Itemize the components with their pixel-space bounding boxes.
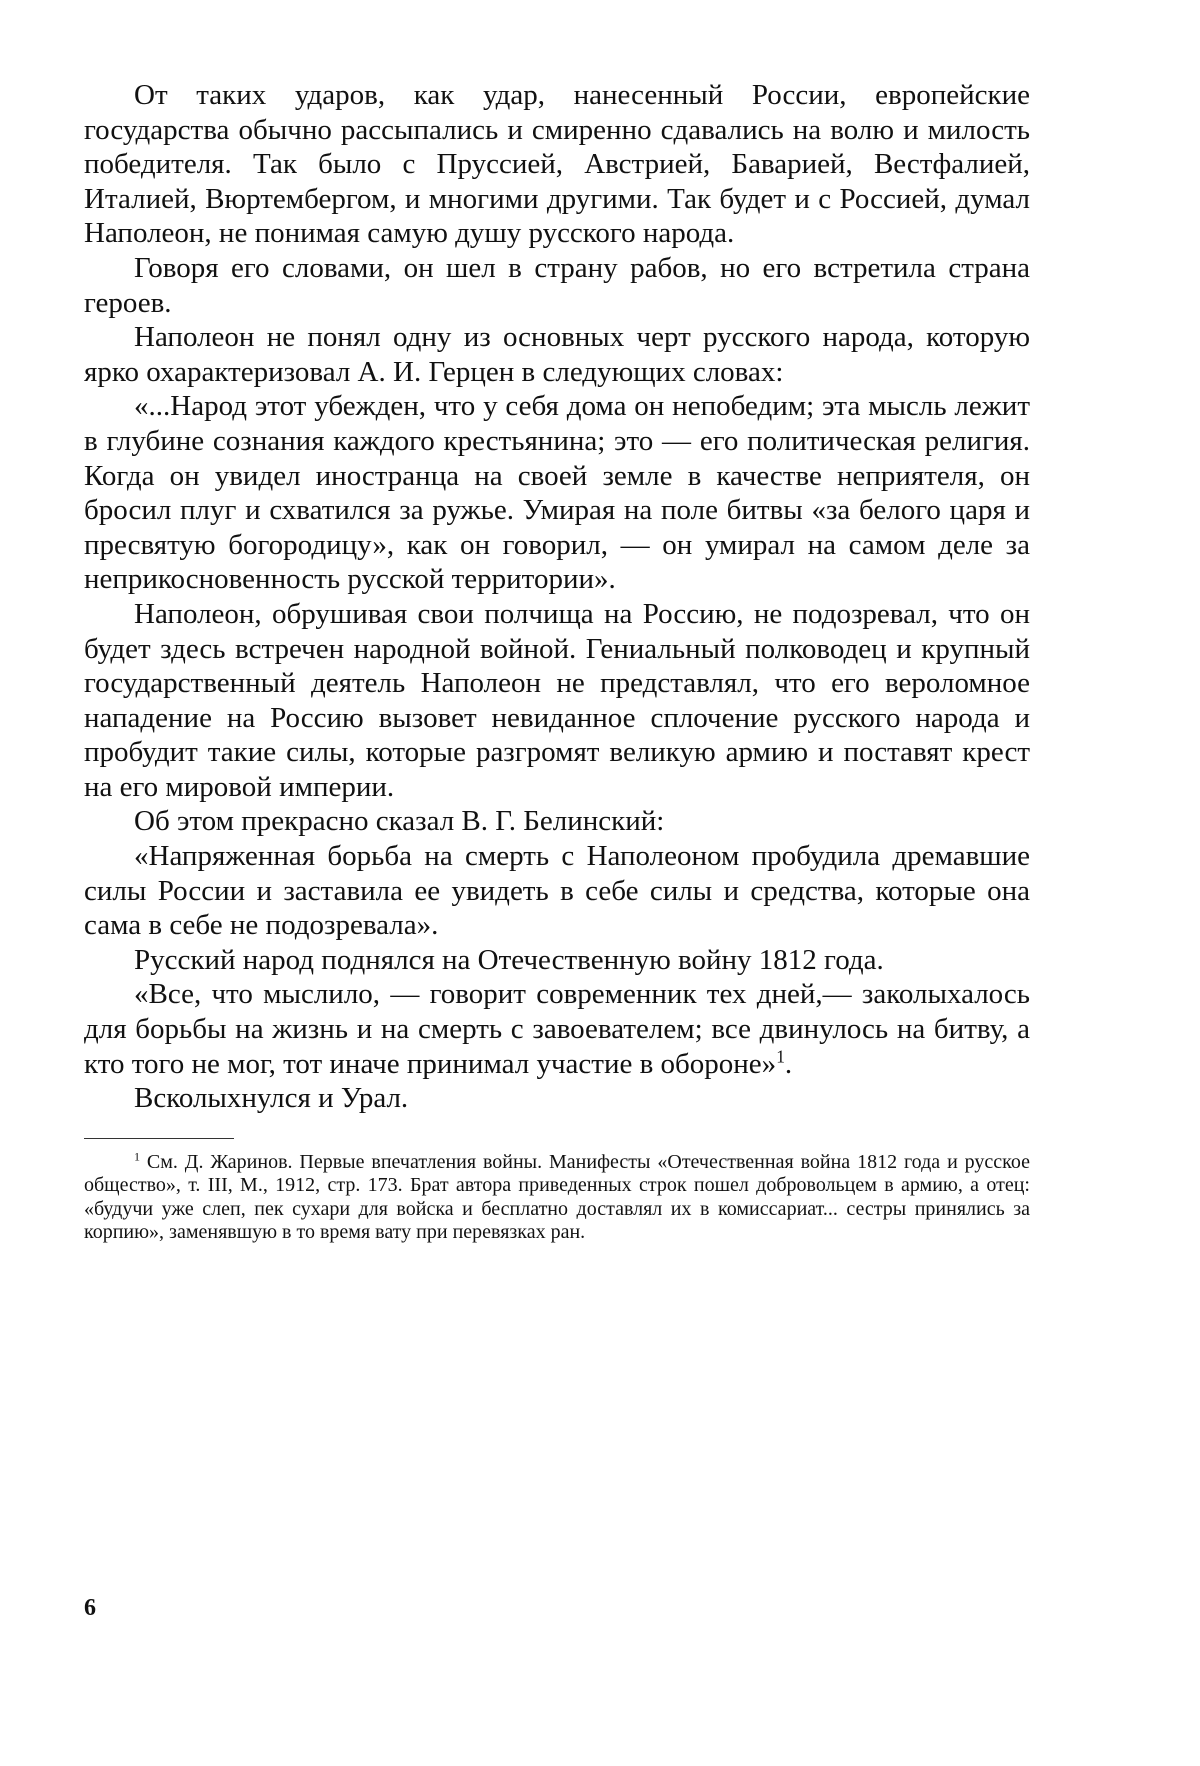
quote-paragraph-contemporary	[84, 977, 1030, 1081]
footnote-marker: 1	[134, 1149, 140, 1164]
footnote-reference[interactable]: 1	[776, 1045, 785, 1066]
page-body	[84, 78, 1030, 1244]
quote-paragraph-herzen: «...Народ этот убежден, что у себя дома он непобедим; эта мысль лежит в глубине сознания каждого крестьянина; это — его политическая религия. Когда он увидел иностранца на своей земле в качестве неприятеля, он бросил плуг и схватился за ружье. Умирая на поле битвы «за белого царя и пресвятую богородицу», как он говорил, — он умирал на самом деле за неприкосновенность русской территории».	[84, 390, 1030, 596]
body-paragraph: Русский народ поднялся на Отечественную войну 1812 года.	[134, 943, 884, 976]
body-paragraph: Наполеон не понял одну из основных черт русского народа, которую ярко охарактеризовал А. И. Герцен в следующих словах:	[84, 321, 1030, 388]
body-paragraph: Об этом прекрасно сказал В. Г. Белинский:	[134, 805, 665, 838]
body-paragraph: Говоря его словами, он шел в страну рабов, но его встретила страна героев.	[84, 251, 1030, 319]
quote-tail: .	[784, 1047, 793, 1080]
footnote	[84, 1151, 1030, 1245]
footnote-divider	[84, 1138, 234, 1139]
footnote-text: См. Д. Жаринов. Первые впечатления войны. Манифесты «Отечественная война 1812 года и русское общество», т. III, М., 1912, стр. 173. Брат автора приведенных строк пошел добровольцем в армию, а отец: «будучи уже слеп, пек сухари для войска и бесплатно доставлял их в комиссариат... сестры принялись за корпию», заменявшую в то время вату при перевязках ран.	[84, 1150, 1030, 1244]
quote-text: «Все, что мыслило, — говорит современник тех дней,— заколыхалось для борьбы на жизнь и на смерть с завоевателем; все двинулось на битву, а кто того не мог, тот иначе принимал участие в обороне»	[84, 978, 1030, 1080]
body-paragraph: Наполеон, обрушивая свои полчища на Россию, не подозревал, что он будет здесь встречен народной войной. Гениальный полководец и крупный государственный деятель Наполеон не представлял, что его вероломное нападение на Россию вызовет невиданное сплочение русского народа и пробудит такие силы, которые разгромят великую армию и поставят крест на его мировой империи.	[84, 597, 1030, 803]
body-paragraph: Всколыхнулся и Урал.	[134, 1082, 409, 1115]
body-paragraph: От таких ударов, как удар, нанесенный России, европейские государства обычно рассыпались и смиренно сдавались на волю и милость победителя. Так было с Пруссией, Австрией, Баварией, Вестфалией, Италией, Вюртембергом, и многими другими. Так будет и с Россией, думал Наполеон, не понимая самую душу русского народа.	[84, 79, 1030, 250]
page-number: 6	[84, 1595, 96, 1621]
quote-paragraph-belinsky: «Напряженная борьба на смерть с Наполеоном пробудила дремавшие силы России и заставила ее увидеть в себе силы и средства, которые она сама в себе не подозревала».	[84, 840, 1030, 942]
